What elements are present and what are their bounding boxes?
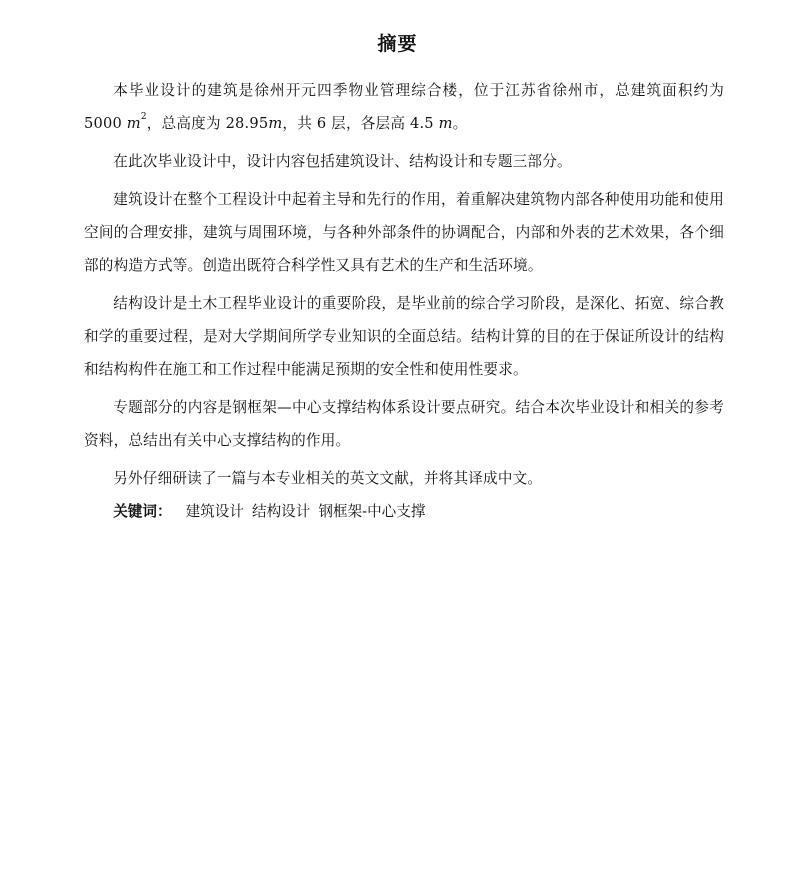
keyword-item: 结构设计 xyxy=(251,503,311,520)
superscript-two: 2 xyxy=(140,112,147,122)
keywords-row xyxy=(84,495,724,528)
paragraph-structural-design: 结构设计是土木工程毕业设计的重要阶段，是毕业前的综合学习阶段，是深化、拓宽、综合教和学的重要过程，是对大学期间所学专业知识的全面总结。结构计算的目的在于保证所设计的结构和结构构件在施工和工作过程中能满足预期的安全性和使用性要求。 xyxy=(84,295,724,378)
page-title: 摘要 xyxy=(377,33,418,55)
overview-text-c: ，共 6 层，各层高 4.5 xyxy=(282,115,439,132)
keyword-item: 建筑设计 xyxy=(185,503,244,520)
paragraph-design-content: 在此次毕业设计中，设计内容包括建筑设计、结构设计和专题三部分。 xyxy=(113,153,572,170)
paragraph-translation: 另外仔细研读了一篇与本专业相关的英文文献，并将其译成中文。 xyxy=(113,470,543,487)
keywords-label: 关键词： xyxy=(113,503,172,520)
paragraph-special-topic: 专题部分的内容是钢框架—中心支撑结构体系设计要点研究。结合本次毕业设计和相关的参考资料，总结出有关中心支撑结构的作用。 xyxy=(84,399,724,449)
overview-text-a: 本毕业设计的建筑是徐州开元四季物业管理综合楼，位于江苏省徐州市，总建筑面积约为 5000 xyxy=(84,82,724,132)
overview-text-d: 。 xyxy=(452,115,468,132)
unit-square-meter: m xyxy=(126,115,141,132)
keyword-item: 钢框架-中心支撑 xyxy=(318,503,426,520)
unit-meter-height: m xyxy=(268,115,283,132)
unit-meter-floor: m xyxy=(438,115,453,132)
paragraph-building-overview xyxy=(84,74,724,140)
paragraph-architectural-design: 建筑设计在整个工程设计中起着主导和先行的作用，着重解决建筑物内部各种使用功能和使用空间的合理安排，建筑与周围环境，与各种外部条件的协调配合，内部和外表的艺术效果，各个细部的构造方式等。创造出既符合科学性又具有艺术的生产和生活环境。 xyxy=(84,191,724,274)
overview-text-b: ，总高度为 28.95 xyxy=(146,115,269,132)
abstract-body xyxy=(84,74,724,528)
